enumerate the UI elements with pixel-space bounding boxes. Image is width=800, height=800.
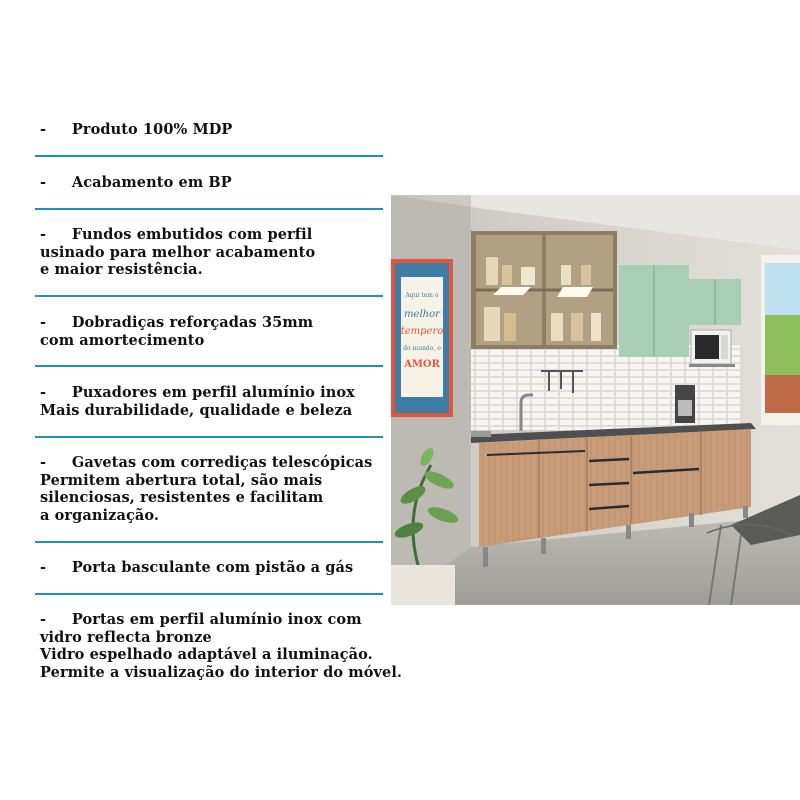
divider [35, 295, 383, 297]
feature-item [40, 226, 390, 279]
feature-item [40, 611, 403, 681]
feature-line: silenciosas, resistentes e facilitam [40, 489, 324, 506]
divider [35, 541, 383, 543]
divider [35, 208, 383, 210]
feature-line: - Portas em perfil alumínio inox com [40, 611, 362, 628]
feature-line: - Fundos embutidos com perfil [40, 226, 313, 243]
feature-line: - Porta basculante com pistão a gás [40, 559, 354, 576]
feature-item [40, 454, 390, 524]
feature-line: - Puxadores em perfil alumínio inox [40, 384, 355, 401]
feature-line: - Gavetas com corrediças telescópicas [40, 454, 373, 471]
upper-glass-cabinets [471, 231, 617, 349]
feature-line: com amortecimento [40, 331, 205, 349]
poster-line-4: do mundo, o [403, 345, 441, 352]
kitchen-product-image [391, 195, 800, 605]
feature-line: - Acabamento em BP [40, 174, 232, 191]
divider [35, 155, 383, 157]
feature-line: - Produto 100% MDP [40, 121, 233, 138]
divider [35, 593, 383, 595]
microwave [689, 330, 735, 367]
feature-item [40, 121, 390, 139]
feature-item [40, 559, 390, 577]
feature-item [40, 314, 390, 349]
feature-line: - Dobradiças reforçadas 35mm [40, 314, 314, 331]
poster-line-5: AMOR [404, 359, 440, 370]
poster-line-1: Aqui tem o [405, 292, 439, 299]
window [761, 255, 800, 425]
feature-item [40, 174, 390, 192]
poster-line-3: tempero [400, 326, 444, 337]
feature-line: Permite a visualização do interior do móvel. [40, 663, 403, 681]
feature-line: a organização. [40, 506, 160, 524]
feature-line: usinado para melhor acabamento [40, 243, 316, 261]
feature-item [40, 384, 390, 419]
feature-line: Mais durabilidade, qualidade e beleza [40, 401, 353, 419]
feature-line: vidro reflecta bronze [40, 628, 212, 646]
feature-line: e maior resistência. [40, 261, 203, 278]
poster [391, 259, 453, 417]
divider [35, 365, 383, 367]
poster-line-2: melhor [404, 309, 440, 320]
divider [35, 436, 383, 438]
feature-line: Vidro espelhado adaptável a iluminação. [40, 646, 373, 663]
feature-line: Permitem abertura total, são mais [40, 471, 323, 489]
